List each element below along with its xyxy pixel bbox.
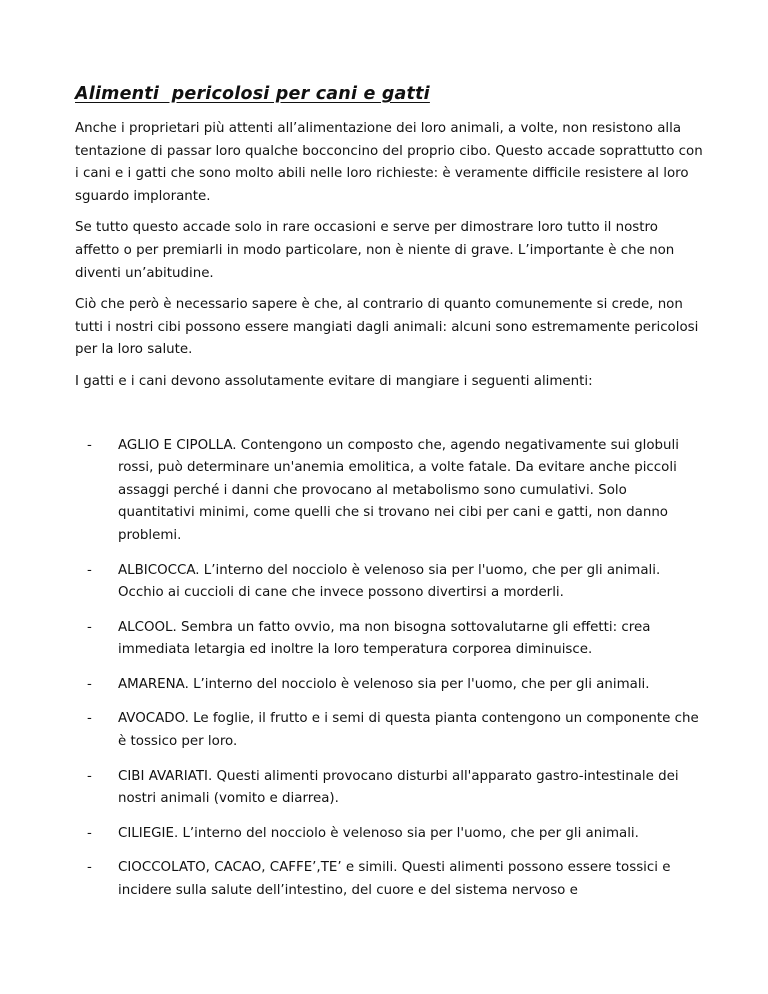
warning-paragraph: Ciò che però è necessario sapere è che, al contrario di quanto comunemente si crede, non tutti i nostri cibi possono essere mangiati dagli animali: alcuni sono estremamente pericolosi per la loro salute. [75,297,699,358]
list-item-text: CIBI AVARIATI. Questi alimenti provocano disturbi all'apparato gastro-intestinale dei nostri animali (vomito e diarrea). [118,768,679,807]
list-item-text: AMARENA. L’interno del nocciolo è velenoso sia per l'uomo, che per gli animali. [118,676,650,692]
list-item [75,708,705,753]
document-title: Alimenti pericolosi per cani e gatti [75,84,430,104]
list-item-text: ALCOOL. Sembra un fatto ovvio, ma non bisogna sottovalutarne gli effetti: crea immediata letargia ed inoltre la loro temperatura corporea diminuisce. [118,619,651,658]
dash-bullet: - [87,437,92,453]
list-item [75,674,705,697]
list-item-text: CILIEGIE. L’interno del nocciolo è velenoso sia per l'uomo, che per gli animali. [118,825,639,841]
list-intro-paragraph: I gatti e i cani devono assolutamente evitare di mangiare i seguenti alimenti: [75,373,593,389]
list-item [75,560,705,605]
dangerous-foods-list [75,435,705,903]
list-item-text: AGLIO E CIPOLLA. Contengono un composto che, agendo negativamente sui globuli rossi, può determinare un'anemia emolitica, a volte fatale. Da evitare anche piccoli assaggi perché i danni che provocano al metabolismo sono cumulativi. Solo quantitativi minimi, come quelli che si trovano nei cibi per cani e gatti, non danno problemi. [118,437,679,543]
dash-bullet: - [87,619,92,635]
dash-bullet: - [87,711,92,727]
list-item-text: ALBICOCCA. L’interno del nocciolo è velenoso sia per l'uomo, che per gli animali. Occhio ai cuccioli di cane che invece possono divertirsi a morderli. [118,562,661,601]
dash-bullet: - [87,562,92,578]
list-item [75,823,705,846]
list-item [75,766,705,811]
dash-bullet: - [87,825,92,841]
list-item [75,617,705,662]
list-item [75,435,705,548]
dash-bullet: - [87,676,92,692]
list-item-text: AVOCADO. Le foglie, il frutto e i semi di questa pianta contengono un componente che è tossico per loro. [118,711,699,750]
dash-bullet: - [87,768,92,784]
document-page [75,84,705,915]
affection-paragraph: Se tutto questo accade solo in rare occasioni e serve per dimostrare loro tutto il nostro affetto o per premiarli in modo particolare, non è niente di grave. L’importante è che non diventi un’abitudine. [75,220,675,281]
list-item [75,857,705,902]
intro-paragraph: Anche i proprietari più attenti all’alimentazione dei loro animali, a volte, non resistono alla tentazione di passar loro qualche bocconcino del proprio cibo. Questo accade soprattutto con i cani e i gatti che sono molto abili nelle loro richieste: è veramente difficile resistere al loro sguardo implorante. [75,121,703,204]
list-item-text: CIOCCOLATO, CACAO, CAFFE’,TE’ e simili. Questi alimenti possono essere tossici e incidere sulla salute dell’intestino, del cuore e del sistema nervoso e [118,860,671,899]
dash-bullet: - [87,860,92,876]
